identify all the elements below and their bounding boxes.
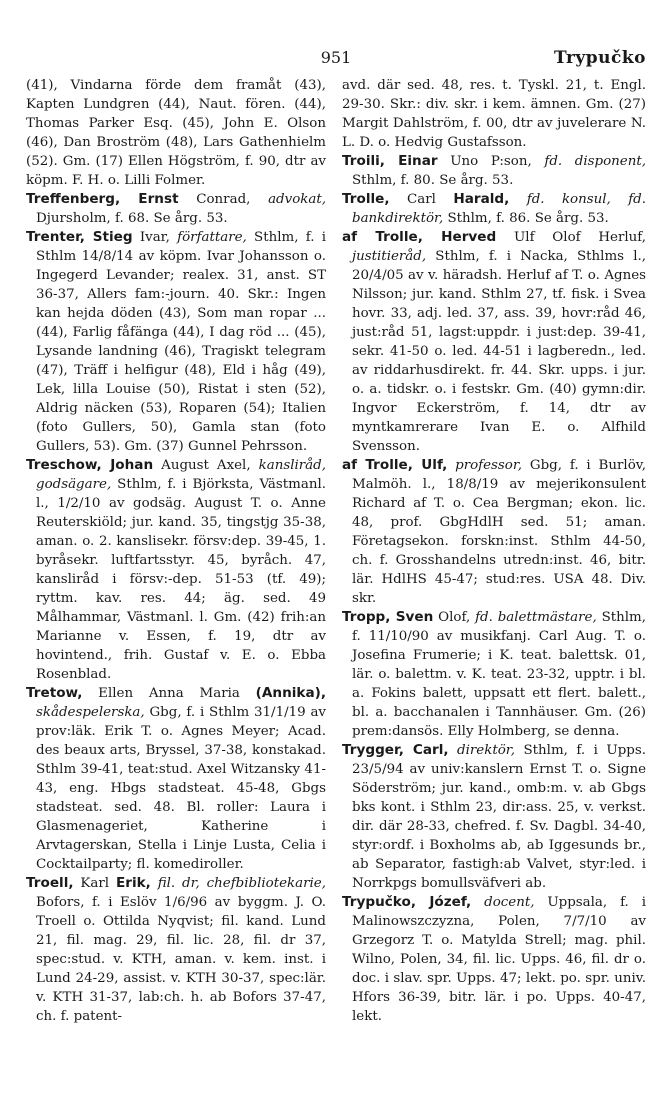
entry-name: af Trolle, Ulf, <box>342 457 448 473</box>
entry-text: Sthlm, f. 11/10/90 av musikfanj. Carl Aug. T. o. Josefina Frumerie; i K. teat. balettsk. 01, lär. o. balettm. v. K. teat. 23-32, upptr. i bl. a. Fokins balett, uppsatt ett flert. balett., bl. a. bacchanalen i Tannhäuser. Gm. (26) prem:dansös. Elly Holmberg, se denna. <box>352 610 646 739</box>
entry-title: författare, <box>177 230 247 245</box>
biography-entry <box>342 76 646 152</box>
entry-text: Sthlm, f. i Upps. 23/5/94 av univ:kanslern Ernst T. o. Signe Söderström; jur. kand., omb:m. v. ab Gbgs bks kont. i Sthlm 23, dir:ass. 25, v. verkst. dir. där 28-33, chefred. f. Sv. Dagbl. 34-40, styr:ordf. i Boxholms ab, ab Iggesunds br., ab Separator, fastigh:ab Valvet, styr:led. i Norrkpgs bomullsväfveri ab. <box>352 743 646 891</box>
entry-text: Carl <box>389 192 454 207</box>
entry-text: avd. där sed. 48, res. t. Tyskl. 21, t. Engl. 29-30. Skr.: div. skr. i kem. ämnen. Gm. (27) Margit Dahlström, f. 00, dtr av juvelerare N. L. D. o. Hedvig Gustafsson. <box>342 78 646 150</box>
entry-text: Ulf Olof Herluf, <box>496 230 646 245</box>
entry-text: Uppsala, f. i Malinowszczyzna, Polen, 7/7/10 av Grzegorz T. o. Matylda Strell; mag. phil. Wilno, Polen, 34, fil. lic. Upps. 46, fil. dr o. doc. i slav. spr. Upps. 47; lekt. po. spr. univ. Hfors 36-39, bitr. lär. i po. Upps. 40-47, lekt. <box>352 895 646 1024</box>
entry-title: fil. dr, chefbibliotekarie, <box>157 876 326 891</box>
entry-text: August Axel, <box>153 458 259 473</box>
entry-title: fd. balettmästare, <box>475 610 597 625</box>
entry-text: Ivar, <box>132 230 178 245</box>
entry-text <box>449 743 458 758</box>
entry-title: professor, <box>455 458 523 473</box>
entry-text <box>471 895 484 910</box>
entry-text <box>509 192 526 207</box>
entry-title: advokat, <box>268 192 326 207</box>
entry-title: docent, <box>484 895 535 910</box>
entry-name: Trypučko, Józef, <box>342 894 472 910</box>
entry-text: Sthlm, f. i Nacka, Sthlms l., 20/4/05 av v. häradsh. Herluf af T. o. Agnes Nilsson; jur. kand. Sthlm 27, tf. fisk. i Svea hovr. 33, adj. led. 37, ass. 39, hovr:råd 46, just:råd 51, lagst:uppdr. i just:dep. 39-41, sekr. 41-50 o. led. 44-51 i lagberedn., led. av riddarhusdirekt. fr. 44. Skr. upps. i jur. o. a. tidskr. o. i festskr. Gm. (40) gymn:dir. Ingvor Eckerström, f. 14, dtr av myntkamrerare Ivan E. o. Alfhild Svensson. <box>352 249 646 454</box>
entry-text <box>151 876 158 891</box>
entry-name: af Trolle, Herved <box>342 229 497 245</box>
page-number: 951 <box>320 48 352 67</box>
biography-entry <box>26 190 326 228</box>
entry-text: Sthlm, f. 86. Se årg. 53. <box>443 211 609 226</box>
entry-name: (Annika), <box>255 685 326 701</box>
right-column <box>342 76 646 1026</box>
running-head: Trypučko <box>554 48 646 68</box>
biography-entry <box>342 741 646 893</box>
biography-entry <box>342 608 646 741</box>
biography-entry <box>26 228 326 456</box>
entry-title: kansliråd, godsägare, <box>36 458 326 492</box>
entry-name: Treschow, Johan <box>26 457 154 473</box>
entry-text: Sthlm, f. i Sthlm 14/8/14 av köpm. Ivar Johansson o. Ingegerd Levander; realex. 31, anst. ST 36-37, Allers fam:-journ. 40. Skr.: Ingen kan hejda döden (43), Som man ropar ... (44), Farlig fåfänga (44), I dag röd ... (45), Lysande landning (46), Tragiskt telegram (47), Träff i helfigur (48), Eld i håg (49), Lek, lilla Louise (50), Ristat i sten (52), Aldrig näcken (53), Roparen (54); Italien (foto Gullers, 50), Gamla stan (foto Gullers, 53). Gm. (37) Gunnel Pehrsson. <box>36 230 326 454</box>
entry-title: direktör, <box>457 743 515 758</box>
entry-text: Djursholm, f. 68. Se årg. 53. <box>36 211 228 226</box>
biography-entry <box>26 76 326 190</box>
biography-entry <box>342 190 646 228</box>
entry-text: Olof, <box>433 610 476 625</box>
entry-name: Treffenberg, Ernst <box>26 191 179 207</box>
entry-text: Gbg, f. i Burlöv, Malmöh. l., 18/8/19 av mejerikonsulent Richard af T. o. Cea Bergman; ekon. lic. 48, prof. GbgHdlH sed. 51; aman. Företagsekon. forskn:inst. Sthlm 44-50, ch. f. Grosshandelns utredn:inst. 46, bitr. lär. HdlHS 45-47; stud:res. USA 48. Div. skr. <box>352 458 646 606</box>
biography-entry <box>342 228 646 456</box>
entry-text: Karl <box>73 876 116 891</box>
biography-entry <box>26 684 326 874</box>
entry-text: Uno P:son, <box>437 154 545 169</box>
left-column <box>26 76 326 1026</box>
entry-name: Troili, Einar <box>342 153 438 169</box>
biography-entry <box>342 152 646 190</box>
entry-text: (41), Vindarna förde dem framåt (43), Kapten Lundgren (44), Naut. fören. (44), Thomas Parker Esq. (45), John E. Olson (46), Dan Broström (48), Lars Gathenhielm (52). Gm. (17) Ellen Högström, f. 90, dtr av köpm. F. H. o. Lilli Folmer. <box>26 78 326 188</box>
entry-name: Trenter, Stieg <box>26 229 133 245</box>
entry-title: skådespelerska, <box>36 705 145 720</box>
entry-text: Sthlm, f. i Björksta, Västmanl. l., 1/2/10 av godsäg. August T. o. Anne Reuterskiöld; jur. kand. 35, tingstjg 35-38, aman. o. 2. kanslisekr. försv:dep. 39-45, 1. byråsekr. luftfartsstyr. 45, byråch. 47, kansliråd i försv:-dep. 51-53 (tf. 49); ryttm. kav. res. 44; äg. sed. 49 Målhammar, Västmanl. l. Gm. (42) frih:an Marianne v. Essen, f. 19, dtr av hovintend., frih. Gustaf v. E. o. Ebba Rosenblad. <box>36 477 326 682</box>
entry-name: Harald, <box>453 191 510 207</box>
entry-name: Troell, <box>26 875 74 891</box>
entry-title: fd. konsul, fd. bankdirektör, <box>352 192 646 226</box>
entry-name: Trolle, <box>342 191 390 207</box>
biography-entry <box>26 874 326 1026</box>
biography-entry <box>26 456 326 684</box>
entry-title: fd. disponent, <box>544 154 646 169</box>
entry-title: justitieråd, <box>352 249 427 264</box>
entry-text: Gbg, f. i Sthlm 31/1/19 av prov:läk. Erik T. o. Agnes Meyer; Acad. des beaux arts, Bryssel, 37-38, konstakad. Sthlm 39-41, teat:stud. Axel Witzansky 41-43, eng. Hbgs stadsteat. 45-48, Gbgs stadsteat. sed. 48. Bl. roller: Laura i Glasmenageriet, Katherine i Arvtagerskan, Stella i Linje Lusta, Celia i Cocktailparty; fl. komediroller. <box>36 705 326 872</box>
biography-entry <box>342 893 646 1026</box>
entry-name: Tretow, <box>26 685 83 701</box>
entry-name: Tropp, Sven <box>342 609 434 625</box>
entry-text: Ellen Anna Maria <box>82 686 256 701</box>
entry-text: Conrad, <box>178 192 269 207</box>
entry-text <box>447 458 455 473</box>
entry-text: Bofors, f. i Eslöv 1/6/96 av byggm. J. O. Troell o. Ottilda Nyqvist; fil. kand. Lund 21, fil. mag. 29, fil. lic. 28, fil. dr 37, spec:stud. v. KTH, aman. v. kem. inst. i Lund 24-29, assist. v. KTH 30-37, spec:lär. v. KTH 31-37, lab:ch. h. ab Bofors 37-47, ch. f. patent- <box>36 895 326 1024</box>
biography-entry <box>342 456 646 608</box>
entry-name: Erik, <box>115 875 151 891</box>
entry-name: Trygger, Carl, <box>342 742 449 758</box>
entry-text: Sthlm, f. 80. Se årg. 53. <box>352 173 514 188</box>
